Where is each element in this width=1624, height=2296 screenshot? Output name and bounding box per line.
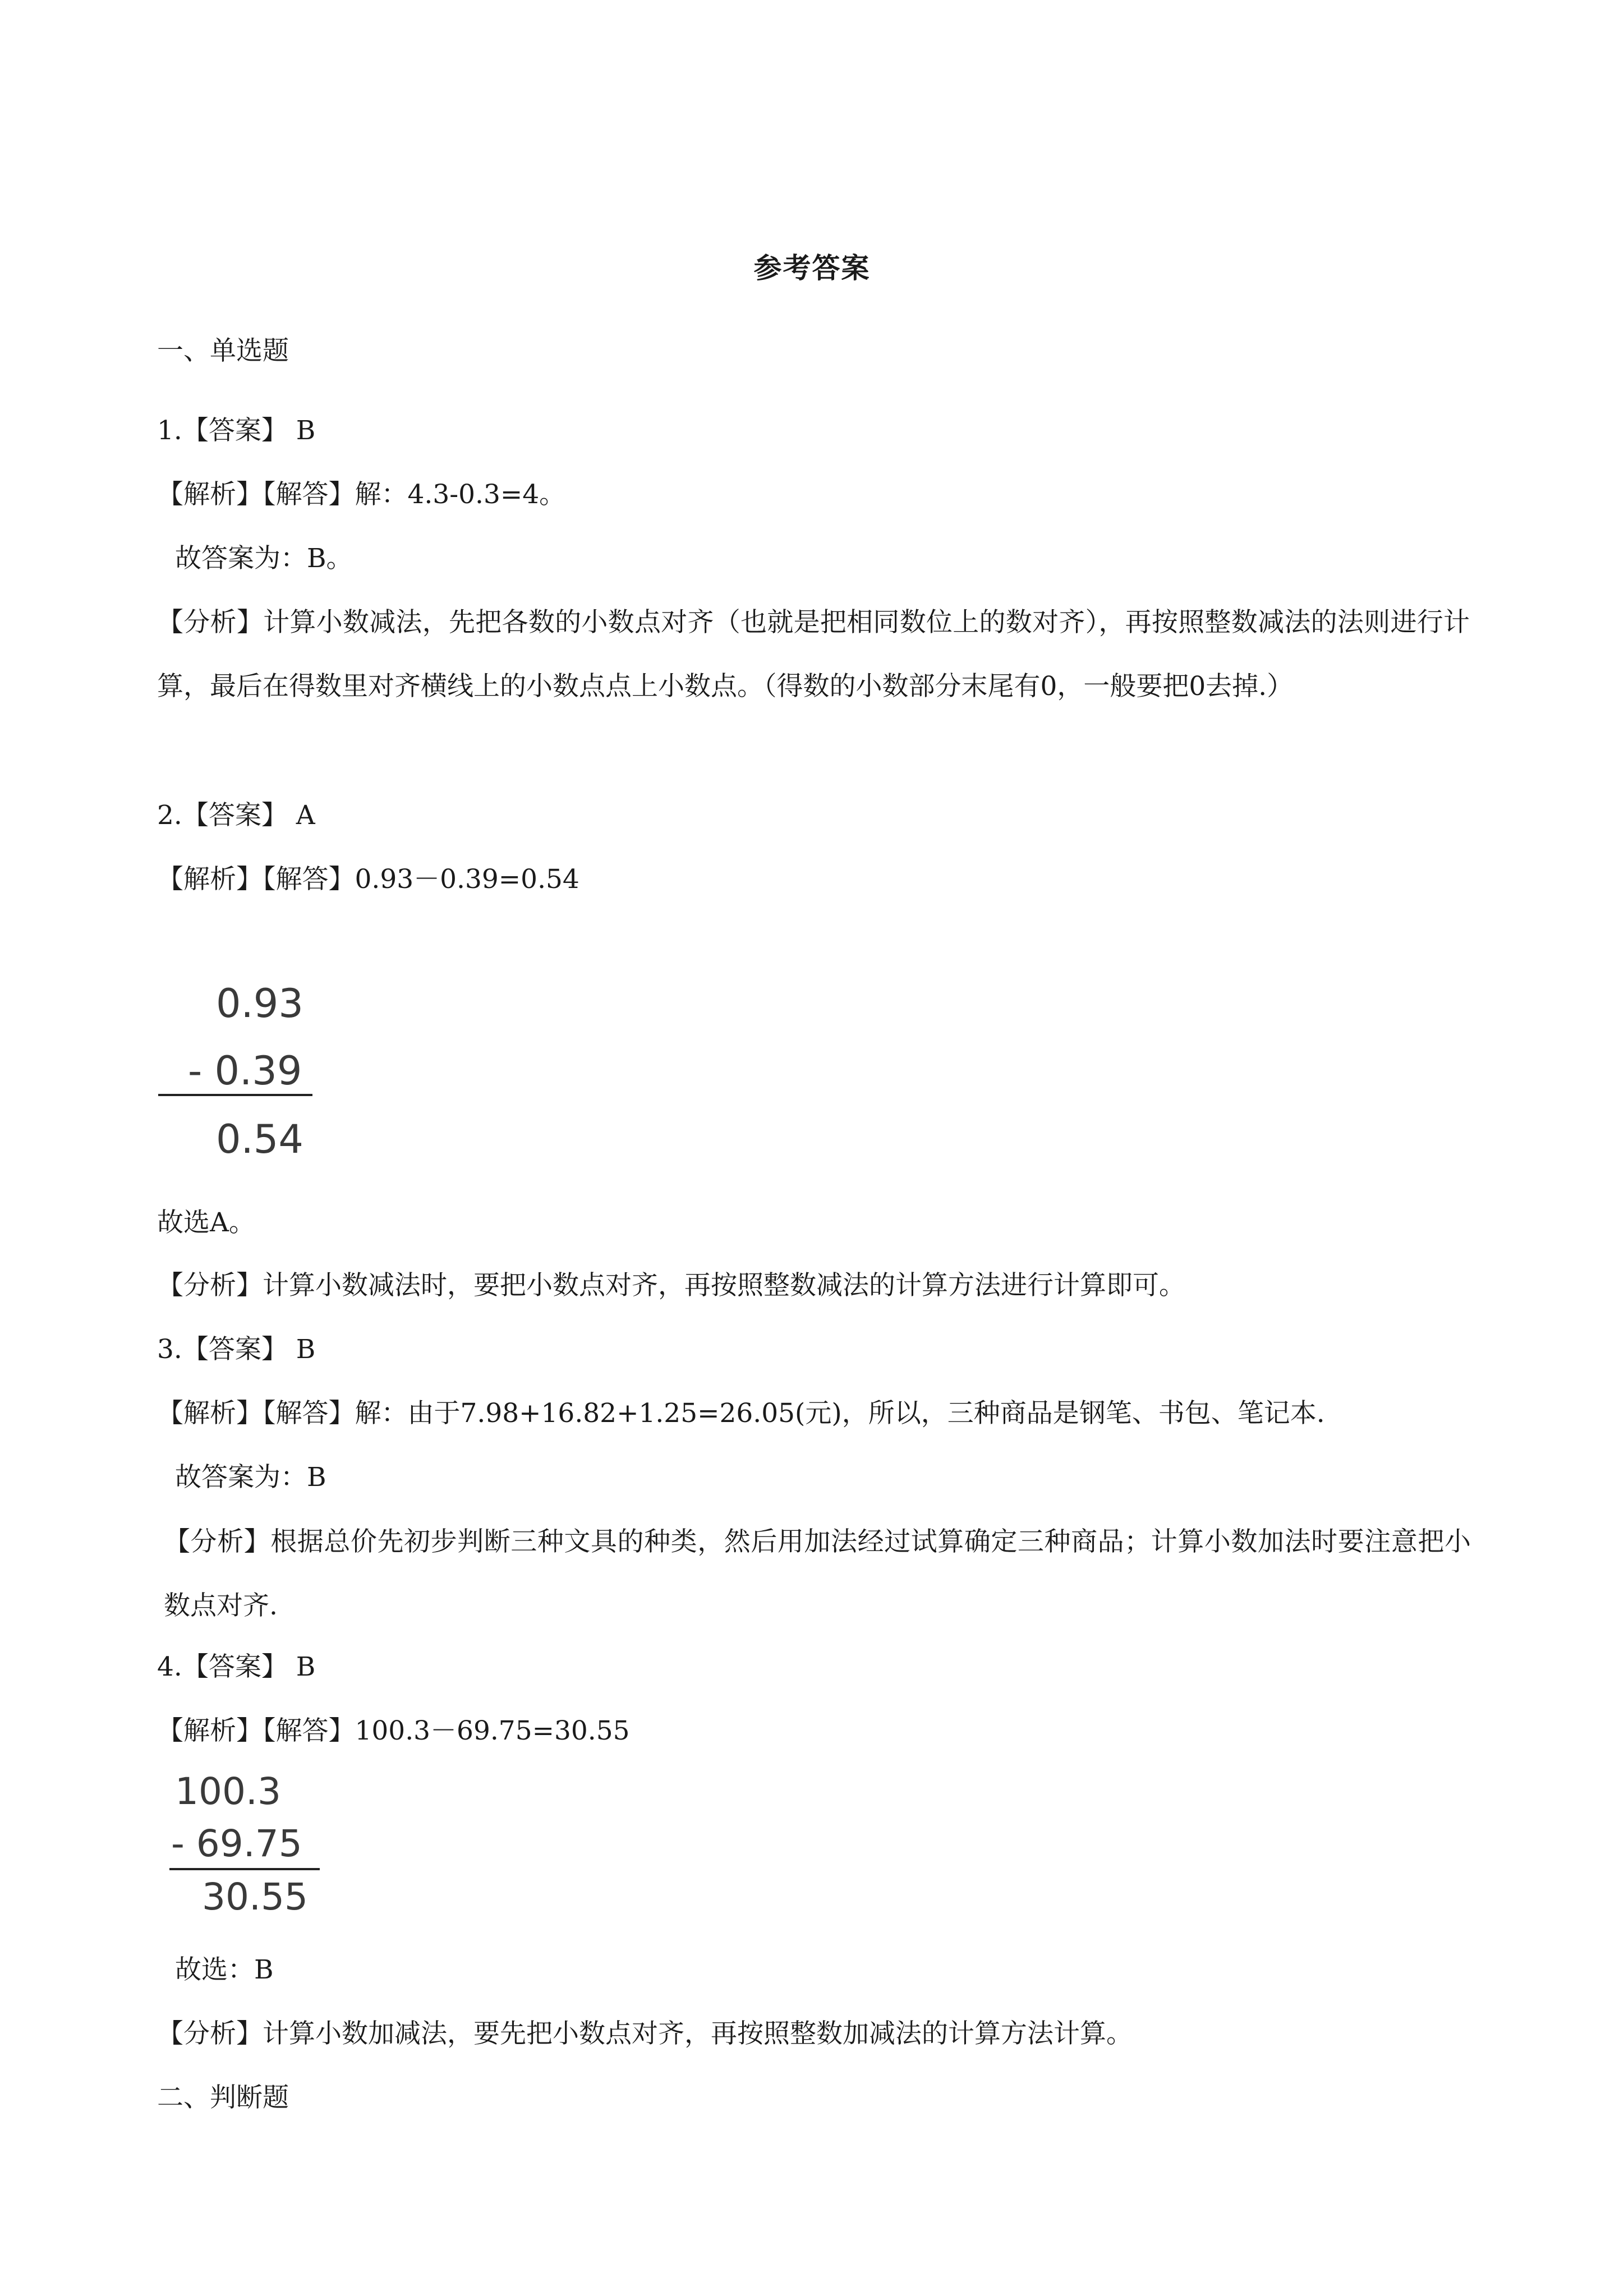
q1-answer: 1.【答案】 B (157, 415, 316, 446)
q4-calc-bottom: - 69.75 (171, 1822, 302, 1865)
q1-analysis: 【解析】【解答】解：4.3-0.3=4。 (157, 479, 566, 510)
q2-note: 【分析】计算小数减法时，要把小数点对齐，再按照整数减法的计算方法进行计算即可。 (157, 1270, 1185, 1301)
q2-calc-top: 0.93 (216, 981, 303, 1027)
q2-answer: 2.【答案】 A (157, 800, 315, 831)
q3-analysis: 【解析】【解答】解：由于7.98+16.82+1.25=26.05(元)，所以，三种商品是钢笔、书包、笔记本. (157, 1398, 1325, 1429)
section-heading-single-choice: 一、单选题 (157, 335, 289, 366)
q2-calc-rule (158, 1094, 312, 1096)
q3-conclusion: 故答案为：B (175, 1462, 326, 1493)
q4-calc-rule (169, 1868, 320, 1870)
q4-calc-result: 30.55 (202, 1875, 308, 1918)
q4-note: 【分析】计算小数加减法，要先把小数点对齐，再按照整数加减法的计算方法计算。 (157, 2018, 1133, 2049)
section-heading-true-false: 二、判断题 (157, 2082, 289, 2113)
q1-conclusion: 故答案为：B。 (175, 543, 353, 574)
q4-answer: 4.【答案】 B (157, 1651, 316, 1682)
q2-conclusion: 故选A。 (157, 1207, 255, 1238)
q4-analysis: 【解析】【解答】100.3－69.75=30.55 (157, 1715, 630, 1746)
q2-calc-result: 0.54 (216, 1116, 303, 1162)
q1-note: 【分析】计算小数减法，先把各数的小数点对齐（也就是把相同数位上的数对齐），再按照整数减法的法则进行计算，最后在得数里对齐横线上的小数点点上小数点。（得数的小数部分末尾有0，一般要把0去掉.） (157, 607, 1470, 702)
q3-note: 【分析】根据总价先初步判断三种文具的种类，然后用加法经过试算确定三种商品；计算小数加法时要注意把小数点对齐. (164, 1526, 1471, 1621)
q2-calc-bottom: - 0.39 (188, 1048, 302, 1094)
q4-conclusion: 故选：B (175, 1954, 274, 1985)
q4-calc-top: 100.3 (175, 1770, 281, 1813)
page-title: 参考答案 (753, 251, 871, 284)
q3-answer: 3.【答案】 B (157, 1334, 316, 1365)
q2-analysis: 【解析】【解答】0.93－0.39=0.54 (157, 864, 579, 895)
